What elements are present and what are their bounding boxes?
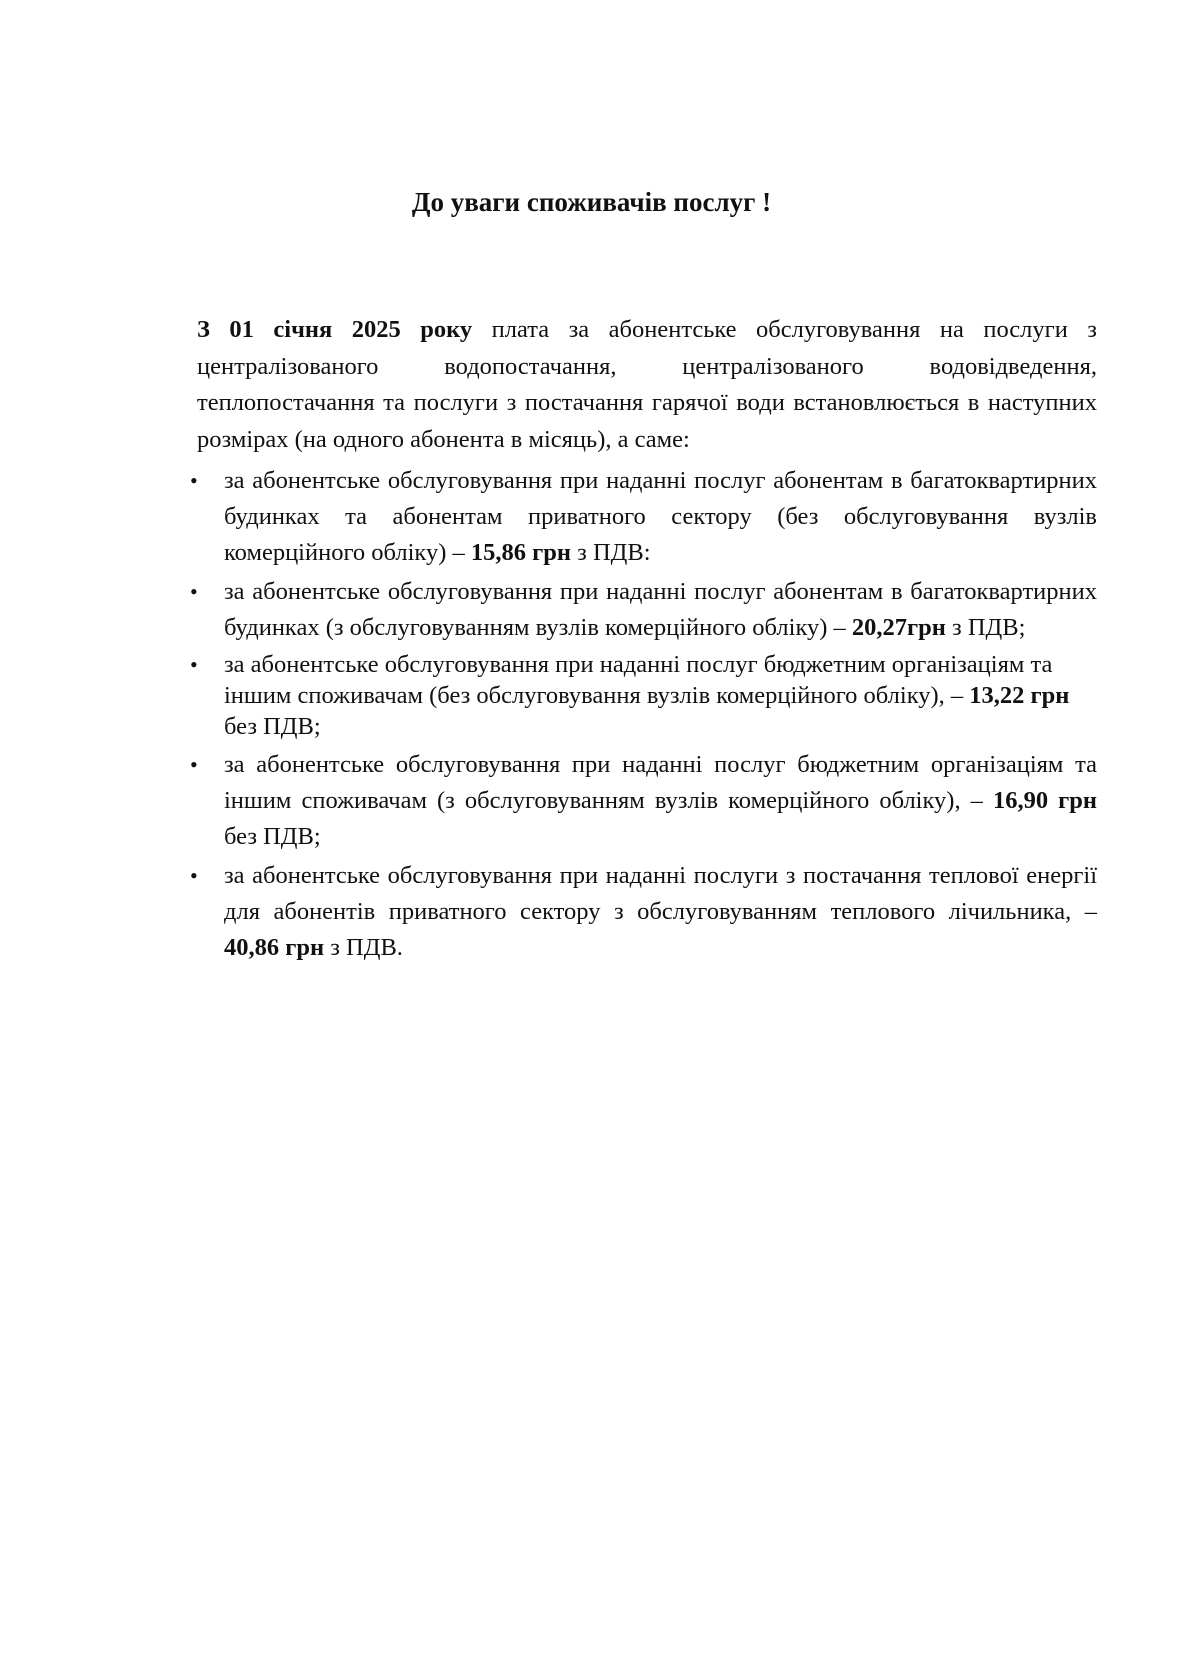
item-price: 40,86 грн (224, 934, 325, 961)
bullet-icon: • (190, 652, 198, 677)
item-text: за абонентське обслуговування при наданні послуг абонентам в багатоквартирних будинках та абонентам приватного сектору (без обслуговування вузлів комерційного обліку) – (224, 467, 1097, 566)
item-price: 16,90 грн (992, 787, 1097, 814)
list-item (190, 747, 1097, 855)
item-tail: без ПДВ; (224, 713, 321, 740)
list-item (190, 649, 1097, 742)
bullet-icon: • (190, 468, 198, 493)
item-tail: з ПДВ. (324, 934, 403, 961)
item-price: 15,86 грн (470, 539, 572, 566)
item-text: за абонентське обслуговування при наданні послуг абонентам в багатоквартирних будинках (з обслуговуванням вузлів комерційного обліку) – (224, 578, 1097, 641)
item-text: за абонентське обслуговування при наданні послуг бюджетним організаціям та іншим споживачам (без обслуговування вузлів комерційного обліку), – (224, 651, 1053, 709)
list-item (190, 463, 1097, 571)
page-title: До уваги споживачів послуг ! (411, 187, 772, 217)
intro-text: плата за абонентське обслуговування на послуги з централізованого водопостачання, централізованого водовідведення, теплопостачання та послуги з постачання гарячої води встановлюється в наступних розмірах (на одного абонента в місяць), а саме: (197, 316, 1097, 453)
item-tail: з ПДВ; (945, 614, 1026, 641)
item-price: 13,22 грн (969, 682, 1070, 709)
item-text: за абонентське обслуговування при наданні послуги з постачання теплової енергії для абонентів приватного сектору з обслуговуванням теплового лічильника, – (224, 862, 1097, 925)
bullet-icon: • (190, 752, 198, 777)
bullet-icon: • (190, 863, 198, 888)
intro-paragraph (197, 312, 1097, 458)
item-tail: з ПДВ: (571, 539, 651, 566)
item-price: 20,27грн (851, 614, 946, 641)
intro-date-bold: З 01 січня 2025 року (197, 316, 473, 343)
list-item (190, 574, 1097, 646)
item-text: за абонентське обслуговування при наданні послуг бюджетним організаціям та іншим споживачам (з обслуговуванням вузлів комерційного обліку), – (224, 751, 1097, 814)
bullet-icon: • (190, 579, 198, 604)
list-item (190, 858, 1097, 966)
fee-list (0, 463, 1183, 969)
item-tail: без ПДВ; (224, 823, 321, 850)
